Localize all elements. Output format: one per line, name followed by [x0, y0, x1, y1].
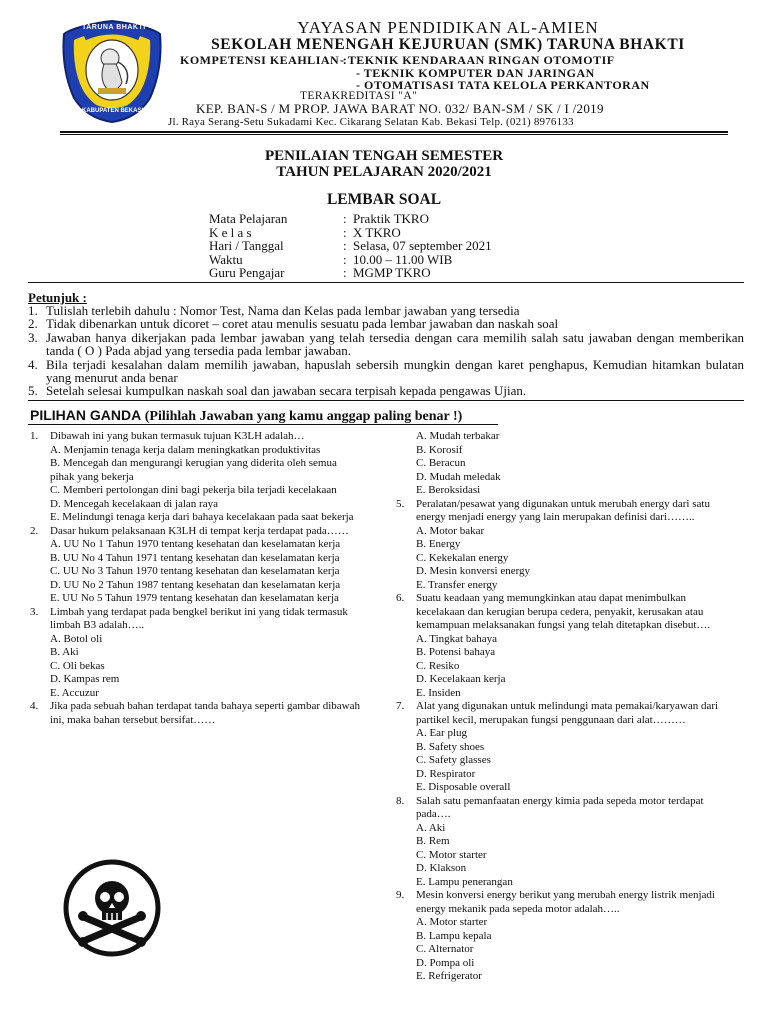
question-item: 1. Dibawah ini yang bukan termasuk tujuan K3LH adalah… A. Menjamin tenaga kerja dalam meningkatkan produktivitas B. Mencegah dan mengurangi kerugian yang diderita oleh semua pihak yang bekerja C. Memberi pertolongan dini bagi pekerja bila terjadi kecelakaan D. Mencegah kecelakaan di jalan raya E. Melindungi tenaga kerja dari bahaya kecelakaan pada saat bekerja	[30, 430, 360, 525]
instructions-list	[28, 304, 744, 398]
info-row: Mata Pelajaran : Praktik TKRO	[209, 211, 429, 226]
info-value: X TKRO	[353, 224, 401, 240]
logo-bottom-text: KABUPATEN BEKASI	[82, 108, 144, 114]
info-row: K e l a s : X TKRO	[209, 224, 401, 240]
question-text: Alat yang digunakan untuk melindungi mata pemakai/karyawan dari partikel kecil, merupakan fungsi penggunaan dari alat………	[416, 700, 719, 726]
instructions-title: Petunjuk :	[28, 290, 87, 305]
info-label: Mata Pelajaran	[209, 211, 288, 226]
answer-option: A. Botol oli	[50, 632, 103, 645]
instruction-item: 2. Tidak dibenarkan untuk dicoret – coret atau menulis sesuatu pada lembar jawaban dan naskah soal	[28, 316, 559, 332]
instruction-item: 3. Jawaban hanya dikerjakan pada lembar jawaban yang telah tersedia dengan cara memilih salah satu jawaban dengan memberikan tanda ( O ) Pada abjad yang tersedia pada lembar jawaban.	[28, 329, 744, 359]
answer-option: E. Melindungi tenaga kerja dari bahaya kecelakaan pada saat bekerja	[50, 511, 354, 523]
answer-option: A. Tingkat bahaya	[416, 632, 497, 645]
answer-option: D. Mencegah kecelakaan di jalan raya	[50, 497, 218, 510]
answer-option: B. Potensi bahaya	[416, 646, 496, 658]
answer-option: B. Korosif	[416, 443, 463, 456]
section-title-main: PILIHAN GANDA	[30, 407, 142, 423]
instruction-item: 5. Setelah selesai kumpulkan naskah soal dan jawaban secara terpisah kepada pengawas Ujian.	[28, 383, 527, 399]
exam-info	[209, 212, 492, 280]
info-label: Waktu	[209, 251, 243, 267]
info-value: Selasa, 07 september 2021	[353, 238, 492, 254]
answer-option: C. Safety glasses	[416, 754, 491, 766]
q4-options	[416, 430, 726, 498]
answer-option: B. Mencegah dan mengurangi kerugian yang diderita oleh semua pihak yang bekerja	[50, 457, 337, 483]
answer-option: D. Respirator	[416, 767, 476, 780]
answer-option: D. Kecelakaan kerja	[416, 673, 506, 685]
question-text: Dasar hukum pelaksanaan K3LH di tempat kerja terdapat pada……	[50, 524, 349, 537]
answer-option: C. Beracun	[416, 457, 466, 469]
question-item: 7. Alat yang digunakan untuk melindungi mata pemakai/karyawan dari partikel kecil, merupakan fungsi penggunaan dari alat……… A. Ear plug B. Safety shoes C. Safety glasses D. Respirator E. Disposable overall	[396, 700, 726, 795]
answer-option: A. Menjamin tenaga kerja dalam meningkatkan produktivitas	[50, 443, 321, 456]
section-divider	[28, 424, 498, 425]
skull-crossbones-icon	[62, 858, 162, 958]
answer-option: A. Mudah terbakar	[416, 430, 500, 442]
answer-option: E. Transfer energy	[416, 578, 498, 591]
answer-option: E. Beroksidasi	[416, 484, 481, 496]
section-divider	[28, 400, 744, 401]
answer-option: C. Motor starter	[416, 848, 487, 861]
answer-option: E. Refrigerator	[416, 970, 482, 982]
question-item: 9. Mesin konversi energy berikut yang merubah energy listrik menjadi energy mekanik pada sepeda motor adalah….. A. Motor starter B. Lampu kepala C. Alternator D. Pompa oli E. Refrigerator	[396, 889, 726, 984]
exam-title: PENILAIAN TENGAH SEMESTER	[264, 148, 504, 164]
kompetensi-item: - TEKNIK KOMPUTER DAN JARINGAN	[356, 66, 595, 80]
answer-option: E. Insiden	[416, 686, 461, 699]
answer-option: C. Kekekalan energy	[416, 551, 509, 564]
answer-option: D. Mesin konversi energy	[416, 565, 531, 577]
answer-option: C. Resiko	[416, 659, 460, 672]
question-text: Suatu keadaan yang memungkinkan atau dapat menimbulkan kecelakaan dan kerugian berupa cedera, penyakit, kerusakan atau kemampuan melaksanakan fungsi yang telah ditetapkan disebut….	[416, 592, 711, 631]
question-text: Mesin konversi energy berikut yang merubah energy listrik menjadi energy mekanik pada sepeda motor adalah…..	[416, 889, 715, 915]
answer-option: D. Klakson	[416, 862, 467, 874]
answer-option: A. Motor starter	[416, 916, 488, 928]
answer-option: E. Disposable overall	[416, 781, 511, 793]
question-text: Salah satu pemanfaatan energy kimia pada sepeda motor terdapat pada….	[416, 794, 704, 820]
kompetensi-label: KOMPETENSI KEAHLIAN :	[180, 53, 348, 67]
question-item: 3. Limbah yang terdapat pada bengkel berikut ini yang tidak termasuk limbah B3 adalah….. A. Botol oli B. Aki C. Oli bekas D. Kampas rem E. Accuzur	[30, 606, 360, 701]
question-item: 4. Jika pada sebuah bahan terdapat tanda bahaya seperti gambar dibawah ini, maka bahan tersebut bersifat……	[30, 700, 361, 726]
answer-option: E. Accuzur	[50, 686, 99, 699]
kompetensi-item: - OTOMATISASI TATA KELOLA PERKANTORAN	[356, 78, 650, 92]
foundation-name: YAYASAN PENDIDIKAN AL-AMIEN	[297, 18, 599, 37]
question-text: Jika pada sebuah bahan terdapat tanda bahaya seperti gambar dibawah ini, maka bahan tersebut bersifat……	[50, 700, 361, 726]
answer-option: B. Safety shoes	[416, 740, 485, 753]
answer-option: A. UU No 1 Tahun 1970 tentang kesehatan dan keselamatan kerja	[50, 538, 341, 550]
answer-option: D. Kampas rem	[50, 673, 120, 685]
answer-option: B. Aki	[50, 646, 79, 658]
answer-option: A. Ear plug	[416, 727, 468, 739]
info-value: 10.00 – 11.00 WIB	[353, 251, 453, 267]
answer-option: E. Lampu penerangan	[416, 875, 513, 888]
header-divider	[60, 134, 728, 135]
info-label: Hari / Tanggal	[209, 238, 284, 254]
info-row: Hari / Tanggal : Selasa, 07 september 2021	[209, 238, 492, 254]
sheet-title: LEMBAR SOAL	[326, 191, 442, 208]
section-title-instruction: (Pilihlah Jawaban yang kamu anggap paling benar !)	[141, 409, 463, 424]
info-label: K e l a s	[209, 224, 252, 240]
logo-top-text: TARUNA BHAKTI	[82, 24, 146, 31]
answer-option: C. Oli bekas	[50, 659, 105, 672]
answer-option: B. UU No 4 Tahun 1971 tentang kesehatan dan keselamatan kerja	[50, 551, 340, 564]
school-name: SEKOLAH MENENGAH KEJURUAN (SMK) TARUNA BHAKTI	[211, 36, 685, 53]
question-text: Peralatan/pesawat yang digunakan untuk merubah energy dari satu energy menjadi energy yang lain merupakan definisi dari……..	[416, 497, 710, 523]
section-divider	[28, 282, 744, 283]
question-item: 5. Peralatan/pesawat yang digunakan untuk merubah energy dari satu energy menjadi energy yang lain merupakan definisi dari…….. A. Motor bakar B. Energy C. Kekekalan energy D. Mesin konversi energy E. Transfer energy	[396, 498, 726, 593]
answer-option: B. Rem	[416, 835, 450, 847]
questions-right-column	[396, 430, 726, 984]
answer-option: C. Alternator	[416, 943, 474, 955]
answer-option: B. Lampu kepala	[416, 929, 492, 942]
info-value: MGMP TKRO	[353, 265, 431, 281]
akreditasi: TERAKREDITASI "A"	[300, 90, 418, 102]
info-value: Praktik TKRO	[353, 211, 429, 226]
kompetensi-item: - TEKNIK KENDARAAN RINGAN OTOMOTIF	[340, 53, 615, 67]
ban-decree: KEP. BAN-S / M PROP. JAWA BARAT NO. 032/ BAN-SM / SK / I /2019	[196, 101, 604, 116]
answer-option: E. UU No 5 Tahun 1979 tentang kesehatan dan keselamatan kerja	[50, 592, 339, 604]
info-row: Waktu : 10.00 – 11.00 WIB	[209, 251, 453, 267]
answer-option: A. Motor bakar	[416, 524, 485, 537]
instruction-item: 4. Bila terjadi kesalahan dalam memilih jawaban, hapuslah sebersih mungkin dengan karet penghapus, Kemudian hitamkan bulatan yang menurut anda benar	[28, 356, 744, 386]
question-item: 6. Suatu keadaan yang memungkinkan atau dapat menimbulkan kecelakaan dan kerugian berupa cedera, penyakit, kerusakan atau kemampuan melaksanakan fungsi yang telah ditetapkan disebut…. A. Tingkat bahaya B. Potensi bahaya C. Resiko D. Kecelakaan kerja E. Insiden	[396, 592, 726, 700]
answer-option: D. Pompa oli	[416, 956, 475, 969]
answer-option: C. Memberi pertolongan dini bagi pekerja bila terjadi kecelakaan	[50, 484, 337, 496]
answer-option: D. Mudah meledak	[416, 470, 501, 483]
instruction-item: 1. Tulislah terlebih dahulu : Nomor Test, Nama dan Kelas pada lembar jawaban yang tersedia	[28, 303, 520, 318]
answer-option: C. UU No 3 Tahun 1970 tentang kesehatan dan keselamatan kerja	[50, 565, 340, 577]
questions-left-column	[30, 430, 360, 727]
question-item: 2. Dasar hukum pelaksanaan K3LH di tempat kerja terdapat pada…… A. UU No 1 Tahun 1970 tentang kesehatan dan keselamatan kerja B. UU No 4 Tahun 1971 tentang kesehatan dan keselamatan kerja C. UU No 3 Tahun 1970 tentang kesehatan dan keselamatan kerja D. UU No 2 Tahun 1987 tentang kesehatan dan keselamatan kerja E. UU No 5 Tahun 1979 tentang kesehatan dan keselamatan kerja	[30, 525, 360, 606]
school-address: Jl. Raya Serang-Setu Sukadami Kec. Cikarang Selatan Kab. Bekasi Telp. (021) 8976133	[168, 116, 574, 128]
section-title	[30, 407, 462, 425]
answer-option: A. Aki	[416, 821, 446, 834]
info-label: Guru Pengajar	[209, 265, 285, 281]
exam-year: TAHUN PELAJARAN 2020/2021	[276, 164, 492, 180]
question-item: 8. Salah satu pemanfaatan energy kimia pada sepeda motor terdapat pada…. A. Aki B. Rem C. Motor starter D. Klakson E. Lampu penerangan	[396, 795, 726, 890]
question-text: Dibawah ini yang bukan termasuk tujuan K3LH adalah…	[50, 430, 305, 442]
answer-option: B. Energy	[416, 538, 461, 550]
answer-option: D. UU No 2 Tahun 1987 tentang kesehatan dan keselamatan kerja	[50, 578, 341, 591]
question-text: Limbah yang terdapat pada bengkel berikut ini yang tidak termasuk limbah B3 adalah…..	[50, 605, 348, 631]
header-divider	[60, 131, 728, 133]
info-row: Guru Pengajar : MGMP TKRO	[209, 265, 431, 281]
